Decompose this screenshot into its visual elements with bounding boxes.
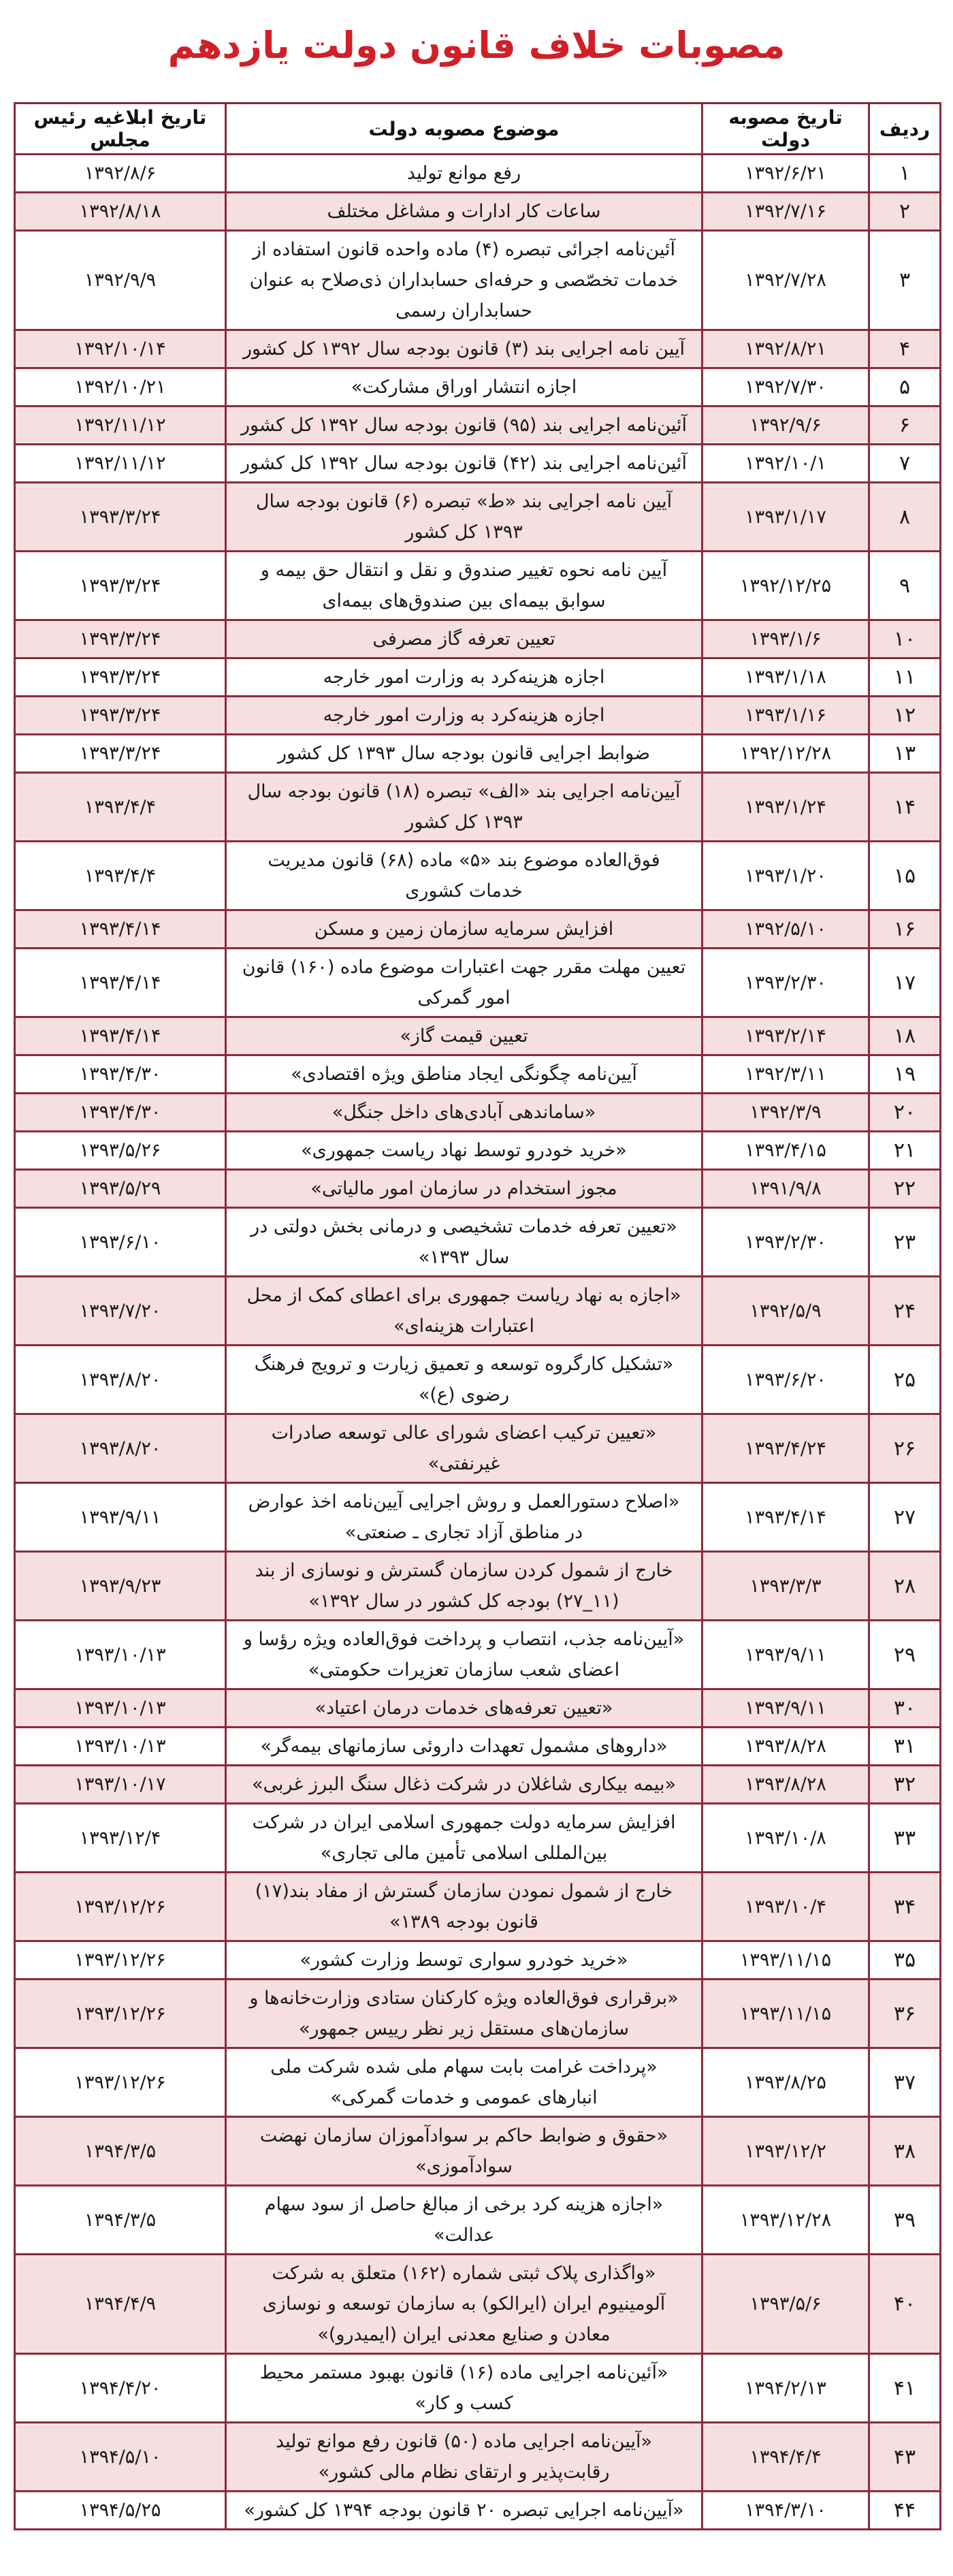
- row-number-cell: ۱۹: [869, 1055, 941, 1094]
- notification-date-cell: ۱۳۹۳/۴/۳۰: [15, 1055, 226, 1094]
- subject-cell: «آیین‌نامه اجرایی تبصره ۲۰ قانون بودجه ۱۳۹۴ کل کشور»: [226, 2492, 702, 2530]
- row-number-cell: ۳۱: [869, 1728, 941, 1766]
- subject-cell: آیین نامه اجرایی بند (۳) قانون بودجه سال ۱۳۹۲ کل کشور: [226, 330, 702, 368]
- table-row: [15, 1132, 941, 1170]
- table-row: [15, 1941, 941, 1979]
- notification-date-cell: ۱۳۹۳/۹/۱۱: [15, 1483, 226, 1552]
- approval-date-cell: ۱۳۹۴/۳/۱۰: [702, 2492, 869, 2530]
- approval-date-cell: ۱۳۹۳/۱۰/۸: [702, 1804, 869, 1873]
- table-row: [15, 842, 941, 910]
- row-number-cell: ۳۲: [869, 1766, 941, 1804]
- subject-cell: «اجازه هزینه کرد برخی از مبالغ حاصل از سود سهام عدالت»: [226, 2186, 702, 2255]
- notification-date-cell: ۱۳۹۳/۱۰/۱۷: [15, 1766, 226, 1804]
- header-num: ردیف: [869, 104, 941, 155]
- subject-cell: «تشکیل کارگروه توسعه و تعمیق زیارت و ترویج فرهنگ رضوی (ع)»: [226, 1346, 702, 1414]
- table-row: [15, 368, 941, 407]
- table-row: [15, 483, 941, 552]
- approval-date-cell: ۱۳۹۳/۴/۱۵: [702, 1132, 869, 1170]
- row-number-cell: ۱۰: [869, 620, 941, 658]
- row-number-cell: ۲۴: [869, 1277, 941, 1346]
- table-row: [15, 193, 941, 231]
- approval-date-cell: ۱۳۹۳/۱/۶: [702, 620, 869, 658]
- notification-date-cell: ۱۳۹۳/۸/۲۰: [15, 1346, 226, 1414]
- row-number-cell: ۱: [869, 155, 941, 193]
- subject-cell: آیین‌نامه اجرایی بند «الف» تبصره (۱۸) قانون بودجه سال ۱۳۹۳ کل کشور: [226, 773, 702, 842]
- notification-date-cell: ۱۳۹۳/۳/۲۴: [15, 620, 226, 658]
- row-number-cell: ۲۶: [869, 1414, 941, 1483]
- table-row: [15, 735, 941, 773]
- approval-date-cell: ۱۳۹۲/۷/۱۶: [702, 193, 869, 231]
- row-number-cell: ۱۳: [869, 735, 941, 773]
- row-number-cell: ۱۵: [869, 842, 941, 910]
- notification-date-cell: ۱۳۹۳/۱۲/۲۶: [15, 1873, 226, 1941]
- approval-date-cell: ۱۳۹۲/۹/۶: [702, 407, 869, 445]
- table-row: [15, 1017, 941, 1055]
- approval-date-cell: ۱۳۹۴/۲/۱۳: [702, 2354, 869, 2423]
- subject-cell: اجازه انتشار اوراق مشارکت»: [226, 368, 702, 407]
- subject-cell: رفع موانع تولید: [226, 155, 702, 193]
- table-row: [15, 2354, 941, 2423]
- notification-date-cell: ۱۳۹۲/۱۱/۱۲: [15, 445, 226, 483]
- row-number-cell: ۳۸: [869, 2117, 941, 2186]
- subject-cell: «بیمه بیکاری شاغلان در شرکت ذغال سنگ البرز غربی»: [226, 1766, 702, 1804]
- approval-date-cell: ۱۳۹۳/۱۲/۲۸: [702, 2186, 869, 2255]
- notification-date-cell: ۱۳۹۳/۷/۲۰: [15, 1277, 226, 1346]
- table-row: [15, 1170, 941, 1208]
- notification-date-cell: ۱۳۹۳/۴/۴: [15, 773, 226, 842]
- approval-date-cell: ۱۳۹۳/۱/۱۶: [702, 697, 869, 735]
- approval-date-cell: ۱۳۹۲/۱۲/۲۵: [702, 552, 869, 620]
- row-number-cell: ۲۳: [869, 1208, 941, 1277]
- table-row: [15, 2255, 941, 2354]
- notification-date-cell: ۱۳۹۳/۱۲/۴: [15, 1804, 226, 1873]
- notification-date-cell: ۱۳۹۲/۱۰/۱۴: [15, 330, 226, 368]
- resolutions-table-container: [14, 102, 939, 2530]
- subject-cell: تعیین مهلت مقرر جهت اعتبارات موضوع ماده (۱۶۰) قانون امور گمرکی: [226, 949, 702, 1017]
- row-number-cell: ۳۹: [869, 2186, 941, 2255]
- subject-cell: خارج از شمول نمودن سازمان گسترش از مفاد بند(۱۷) قانون بودجه ۱۳۸۹»: [226, 1873, 702, 1941]
- subject-cell: خارج از شمول کردن سازمان گسترش و نوسازی از بند (۱۱_۲۷) بودجه کل کشور در سال ۱۳۹۲»: [226, 1552, 702, 1621]
- notification-date-cell: ۱۳۹۳/۴/۱۴: [15, 949, 226, 1017]
- row-number-cell: ۲۵: [869, 1346, 941, 1414]
- notification-date-cell: ۱۳۹۳/۱۰/۱۳: [15, 1728, 226, 1766]
- subject-cell: «واگذاری پلاک ثبتی شماره (۱۶۲) متعلق به شرکت آلومینیوم ایران (ایرالکو) به سازمان توسعه و نوسازی معادن و صنایع معدنی ایران (ایمیدرو)»: [226, 2255, 702, 2354]
- notification-date-cell: ۱۳۹۳/۱۲/۲۶: [15, 1979, 226, 2048]
- notification-date-cell: ۱۳۹۴/۳/۵: [15, 2117, 226, 2186]
- resolutions-table: [14, 102, 941, 2530]
- table-row: [15, 658, 941, 697]
- header-row: [15, 104, 941, 155]
- table-row: [15, 1346, 941, 1414]
- table-row: [15, 1621, 941, 1689]
- table-row: [15, 155, 941, 193]
- header-approval-date: تاریخ مصوبه دولت: [702, 104, 869, 155]
- table-row: [15, 773, 941, 842]
- table-row: [15, 407, 941, 445]
- approval-date-cell: ۱۳۹۲/۳/۱۱: [702, 1055, 869, 1094]
- approval-date-cell: ۱۳۹۳/۱۱/۱۵: [702, 1941, 869, 1979]
- notification-date-cell: ۱۳۹۳/۹/۲۳: [15, 1552, 226, 1621]
- subject-cell: «تعیین ترکیب اعضای شورای عالی توسعه صادرات غیرنفتی»: [226, 1414, 702, 1483]
- subject-cell: آئین‌نامه اجرائی تبصره (۴) ماده واحده قانون استفاده از خدمات تخصّصی و حرفه‌ای حسابداران ذی‌صلاح به عنوان حسابداران رسمی: [226, 231, 702, 330]
- approval-date-cell: ۱۳۹۱/۹/۸: [702, 1170, 869, 1208]
- notification-date-cell: ۱۳۹۳/۱۲/۲۶: [15, 1941, 226, 1979]
- row-number-cell: ۱۷: [869, 949, 941, 1017]
- table-row: [15, 1055, 941, 1094]
- subject-cell: افزایش سرمایه سازمان زمین و مسکن: [226, 910, 702, 949]
- subject-cell: «حقوق و ضوابط حاکم بر سوادآموزان سازمان نهضت سوادآموزی»: [226, 2117, 702, 2186]
- row-number-cell: ۴۰: [869, 2255, 941, 2354]
- approval-date-cell: ۱۳۹۳/۲/۳۰: [702, 1208, 869, 1277]
- notification-date-cell: ۱۳۹۲/۱۱/۱۲: [15, 407, 226, 445]
- row-number-cell: ۳۶: [869, 1979, 941, 2048]
- notification-date-cell: ۱۳۹۴/۴/۲۰: [15, 2354, 226, 2423]
- subject-cell: آیین‌نامه چگونگی ایجاد مناطق ویژه اقتصادی»: [226, 1055, 702, 1094]
- approval-date-cell: ۱۳۹۳/۳/۳: [702, 1552, 869, 1621]
- row-number-cell: ۱۴: [869, 773, 941, 842]
- row-number-cell: ۷: [869, 445, 941, 483]
- notification-date-cell: ۱۳۹۳/۱۲/۲۶: [15, 2048, 226, 2117]
- notification-date-cell: ۱۳۹۳/۳/۲۴: [15, 483, 226, 552]
- approval-date-cell: ۱۳۹۳/۴/۱۴: [702, 1483, 869, 1552]
- row-number-cell: ۲۲: [869, 1170, 941, 1208]
- notification-date-cell: ۱۳۹۳/۸/۲۰: [15, 1414, 226, 1483]
- subject-cell: «ساماندهی آبادی‌های داخل جنگل»: [226, 1094, 702, 1132]
- subject-cell: «خرید خودرو سواری توسط وزارت کشور»: [226, 1941, 702, 1979]
- notification-date-cell: ۱۳۹۳/۳/۲۴: [15, 658, 226, 697]
- table-row: [15, 1728, 941, 1766]
- notification-date-cell: ۱۳۹۳/۴/۳۰: [15, 1094, 226, 1132]
- notification-date-cell: ۱۳۹۳/۵/۲۶: [15, 1132, 226, 1170]
- row-number-cell: ۴۳: [869, 2423, 941, 2492]
- table-row: [15, 1804, 941, 1873]
- subject-cell: افزایش سرمایه دولت جمهوری اسلامی ایران در شرکت بین‌المللی اسلامی تأمین مالی تجاری»: [226, 1804, 702, 1873]
- row-number-cell: ۴۱: [869, 2354, 941, 2423]
- notification-date-cell: ۱۳۹۳/۳/۲۴: [15, 697, 226, 735]
- approval-date-cell: ۱۳۹۳/۹/۱۱: [702, 1621, 869, 1689]
- approval-date-cell: ۱۳۹۳/۱۲/۲: [702, 2117, 869, 2186]
- notification-date-cell: ۱۳۹۴/۵/۱۰: [15, 2423, 226, 2492]
- approval-date-cell: ۱۳۹۳/۱/۱۸: [702, 658, 869, 697]
- approval-date-cell: ۱۳۹۲/۷/۳۰: [702, 368, 869, 407]
- subject-cell: «آئین‌نامه اجرایی ماده (۱۶) قانون بهبود مستمر محیط کسب و کار»: [226, 2354, 702, 2423]
- approval-date-cell: ۱۳۹۲/۵/۱۰: [702, 910, 869, 949]
- row-number-cell: ۳۷: [869, 2048, 941, 2117]
- subject-cell: «خرید خودرو توسط نهاد ریاست جمهوری»: [226, 1132, 702, 1170]
- notification-date-cell: ۱۳۹۳/۳/۲۴: [15, 552, 226, 620]
- approval-date-cell: ۱۳۹۲/۷/۲۸: [702, 231, 869, 330]
- table-row: [15, 697, 941, 735]
- table-row: [15, 620, 941, 658]
- table-row: [15, 2492, 941, 2530]
- row-number-cell: ۳۰: [869, 1689, 941, 1728]
- row-number-cell: ۱۲: [869, 697, 941, 735]
- row-number-cell: ۲۹: [869, 1621, 941, 1689]
- approval-date-cell: ۱۳۹۳/۸/۲۸: [702, 1766, 869, 1804]
- subject-cell: تعیین قیمت گاز»: [226, 1017, 702, 1055]
- subject-cell: «اجازه به نهاد ریاست جمهوری برای اعطای کمک از محل اعتبارات هزینه‌ای»: [226, 1277, 702, 1346]
- table-row: [15, 552, 941, 620]
- row-number-cell: ۱۸: [869, 1017, 941, 1055]
- notification-date-cell: ۱۳۹۳/۴/۱۴: [15, 1017, 226, 1055]
- table-row: [15, 910, 941, 949]
- notification-date-cell: ۱۳۹۳/۶/۱۰: [15, 1208, 226, 1277]
- row-number-cell: ۲۱: [869, 1132, 941, 1170]
- approval-date-cell: ۱۳۹۳/۲/۱۴: [702, 1017, 869, 1055]
- table-row: [15, 2117, 941, 2186]
- approval-date-cell: ۱۳۹۳/۱/۲۴: [702, 773, 869, 842]
- table-row: [15, 231, 941, 330]
- notification-date-cell: ۱۳۹۲/۱۰/۲۱: [15, 368, 226, 407]
- subject-cell: اجازه هزینه‌کرد به وزارت امور خارجه: [226, 697, 702, 735]
- subject-cell: «داروهای مشمول تعهدات داروئی سازمانهای بیمه‌گر»: [226, 1728, 702, 1766]
- approval-date-cell: ۱۳۹۲/۱۲/۲۸: [702, 735, 869, 773]
- subject-cell: آیین نامه اجرایی بند «ط» تبصره (۶) قانون بودجه سال ۱۳۹۳ کل کشور: [226, 483, 702, 552]
- notification-date-cell: ۱۳۹۳/۴/۱۴: [15, 910, 226, 949]
- table-row: [15, 1208, 941, 1277]
- table-row: [15, 1414, 941, 1483]
- notification-date-cell: ۱۳۹۲/۸/۶: [15, 155, 226, 193]
- approval-date-cell: ۱۳۹۲/۳/۹: [702, 1094, 869, 1132]
- row-number-cell: ۳: [869, 231, 941, 330]
- row-number-cell: ۲: [869, 193, 941, 231]
- approval-date-cell: ۱۳۹۳/۱۰/۴: [702, 1873, 869, 1941]
- subject-cell: اجازه هزینه‌کرد به وزارت امور خارجه: [226, 658, 702, 697]
- subject-cell: ساعات کار ادارات و مشاغل مختلف: [226, 193, 702, 231]
- row-number-cell: ۳۳: [869, 1804, 941, 1873]
- approval-date-cell: ۱۳۹۳/۱/۲۰: [702, 842, 869, 910]
- notification-date-cell: ۱۳۹۳/۴/۴: [15, 842, 226, 910]
- table-row: [15, 445, 941, 483]
- approval-date-cell: ۱۳۹۲/۶/۲۱: [702, 155, 869, 193]
- subject-cell: «پرداخت غرامت بابت سهام ملی شده شرکت ملی انبارهای عمومی و خدمات گمرکی»: [226, 2048, 702, 2117]
- approval-date-cell: ۱۳۹۲/۸/۲۱: [702, 330, 869, 368]
- row-number-cell: ۱۱: [869, 658, 941, 697]
- row-number-cell: ۴: [869, 330, 941, 368]
- table-row: [15, 1979, 941, 2048]
- subject-cell: «تعیین تعرفه‌های خدمات درمان اعتیاد»: [226, 1689, 702, 1728]
- notification-date-cell: ۱۳۹۳/۵/۲۹: [15, 1170, 226, 1208]
- subject-cell: مجوز استخدام در سازمان امور مالیاتی»: [226, 1170, 702, 1208]
- subject-cell: آیین نامه نحوه تغییر صندوق و نقل و انتقال حق بیمه و سوابق بیمه‌ای بین صندوق‌های بیمه‌ای: [226, 552, 702, 620]
- notification-date-cell: ۱۳۹۴/۵/۲۵: [15, 2492, 226, 2530]
- table-row: [15, 1766, 941, 1804]
- subject-cell: «اصلاح دستورالعمل و روش اجرایی آیین‌نامه اخذ عوارض در مناطق آزاد تجاری ـ صنعتی»: [226, 1483, 702, 1552]
- notification-date-cell: ۱۳۹۲/۸/۱۸: [15, 193, 226, 231]
- approval-date-cell: ۱۳۹۴/۴/۴: [702, 2423, 869, 2492]
- header-subject: موضوع مصوبه دولت: [226, 104, 702, 155]
- subject-cell: «آیین‌نامه جذب، انتصاب و پرداخت فوق‌العاده ویژه رؤسا و اعضای شعب سازمان تعزیرات حکومتی»: [226, 1621, 702, 1689]
- row-number-cell: ۸: [869, 483, 941, 552]
- approval-date-cell: ۱۳۹۳/۸/۲۸: [702, 1728, 869, 1766]
- approval-date-cell: ۱۳۹۳/۴/۲۴: [702, 1414, 869, 1483]
- page-title: مصوبات خلاف قانون دولت یازدهم: [167, 24, 786, 67]
- row-number-cell: ۴۴: [869, 2492, 941, 2530]
- row-number-cell: ۶: [869, 407, 941, 445]
- table-row: [15, 1483, 941, 1552]
- approval-date-cell: ۱۳۹۳/۶/۲۰: [702, 1346, 869, 1414]
- row-number-cell: ۹: [869, 552, 941, 620]
- row-number-cell: ۲۰: [869, 1094, 941, 1132]
- notification-date-cell: ۱۳۹۴/۳/۵: [15, 2186, 226, 2255]
- table-row: [15, 1094, 941, 1132]
- row-number-cell: ۳۴: [869, 1873, 941, 1941]
- table-row: [15, 2423, 941, 2492]
- approval-date-cell: ۱۳۹۳/۲/۳۰: [702, 949, 869, 1017]
- table-row: [15, 1552, 941, 1621]
- approval-date-cell: ۱۳۹۲/۱۰/۱: [702, 445, 869, 483]
- approval-date-cell: ۱۳۹۳/۸/۲۵: [702, 2048, 869, 2117]
- subject-cell: «برقراری فوق‌العاده ویژه کارکنان ستادی وزارت‌خانه‌ها و سازمان‌های مستقل زیر نظر رییس جمهور»: [226, 1979, 702, 2048]
- approval-date-cell: ۱۳۹۳/۵/۶: [702, 2255, 869, 2354]
- subject-cell: فوق‌العاده موضوع بند «۵» ماده (۶۸) قانون مدیریت خدمات کشوری: [226, 842, 702, 910]
- table-body: [15, 155, 941, 2530]
- approval-date-cell: ۱۳۹۳/۹/۱۱: [702, 1689, 869, 1728]
- notification-date-cell: ۱۳۹۲/۹/۹: [15, 231, 226, 330]
- table-row: [15, 1873, 941, 1941]
- table-row: [15, 2186, 941, 2255]
- subject-cell: «تعیین تعرفه خدمات تشخیصی و درمانی بخش دولتی در سال ۱۳۹۳»: [226, 1208, 702, 1277]
- row-number-cell: ۲۸: [869, 1552, 941, 1621]
- table-row: [15, 1277, 941, 1346]
- notification-date-cell: ۱۳۹۴/۴/۹: [15, 2255, 226, 2354]
- subject-cell: آئین‌نامه اجرایی بند (۹۵) قانون بودجه سال ۱۳۹۲ کل کشور: [226, 407, 702, 445]
- subject-cell: آئین‌نامه اجرایی بند (۴۲) قانون بودجه سال ۱۳۹۲ کل کشور: [226, 445, 702, 483]
- approval-date-cell: ۱۳۹۳/۱/۱۷: [702, 483, 869, 552]
- table-row: [15, 949, 941, 1017]
- subject-cell: تعیین تعرفه گاز مصرفی: [226, 620, 702, 658]
- approval-date-cell: ۱۳۹۲/۵/۹: [702, 1277, 869, 1346]
- notification-date-cell: ۱۳۹۳/۱۰/۱۳: [15, 1689, 226, 1728]
- row-number-cell: ۲۷: [869, 1483, 941, 1552]
- row-number-cell: ۱۶: [869, 910, 941, 949]
- header-notification-date: تاریخ ابلاغیه رئیس مجلس: [15, 104, 226, 155]
- row-number-cell: ۵: [869, 368, 941, 407]
- subject-cell: ضوابط اجرایی قانون بودجه سال ۱۳۹۳ کل کشور: [226, 735, 702, 773]
- table-header: [15, 104, 941, 155]
- row-number-cell: ۳۵: [869, 1941, 941, 1979]
- table-row: [15, 330, 941, 368]
- notification-date-cell: ۱۳۹۳/۱۰/۱۳: [15, 1621, 226, 1689]
- notification-date-cell: ۱۳۹۳/۳/۲۴: [15, 735, 226, 773]
- table-row: [15, 1689, 941, 1728]
- table-row: [15, 2048, 941, 2117]
- approval-date-cell: ۱۳۹۳/۱۱/۱۵: [702, 1979, 869, 2048]
- subject-cell: «آیین‌نامه اجرایی ماده (۵۰) قانون رفع موانع تولید رقابت‌پذیر و ارتقای نظام مالی کشور»: [226, 2423, 702, 2492]
